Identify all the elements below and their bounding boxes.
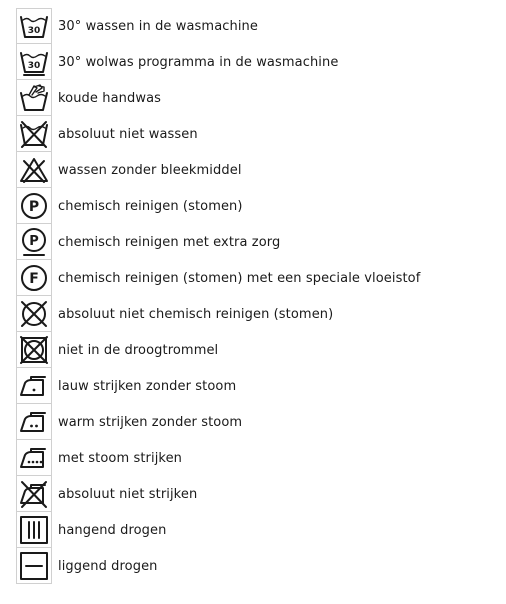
legend-row bbox=[16, 440, 420, 476]
dry-flat-icon bbox=[18, 550, 50, 582]
legend-label: warm strijken zonder stoom bbox=[58, 414, 243, 430]
no-bleach-icon bbox=[18, 154, 50, 186]
legend-label: met stoom strijken bbox=[58, 450, 183, 466]
icon-cell bbox=[16, 296, 52, 332]
iron-low-icon bbox=[18, 370, 50, 402]
svg-text:P: P bbox=[28, 198, 40, 215]
wash-30-icon bbox=[18, 10, 50, 42]
legend-label: hangend drogen bbox=[58, 522, 167, 538]
iron-medium-icon bbox=[18, 406, 50, 438]
legend-label: 30° wolwas programma in de wasmachine bbox=[58, 54, 339, 70]
legend-label: liggend drogen bbox=[58, 558, 158, 574]
icon-cell bbox=[16, 476, 52, 512]
dry-clean-f-icon bbox=[18, 262, 50, 294]
legend-row bbox=[16, 260, 420, 296]
line-dry-icon bbox=[18, 514, 50, 546]
legend-row bbox=[16, 296, 420, 332]
do-not-dry-clean-icon bbox=[18, 298, 50, 330]
icon-cell bbox=[16, 404, 52, 440]
legend-row bbox=[16, 404, 420, 440]
icon-cell bbox=[16, 80, 52, 116]
dry-clean-p-icon bbox=[18, 190, 50, 222]
icon-cell bbox=[16, 332, 52, 368]
legend-label: 30° wassen in de wasmachine bbox=[58, 18, 258, 34]
icon-cell bbox=[16, 512, 52, 548]
legend-label: absoluut niet strijken bbox=[58, 486, 198, 502]
do-not-tumble-dry-icon bbox=[18, 334, 50, 366]
legend-label: wassen zonder bleekmiddel bbox=[58, 162, 242, 178]
wool-wash-30-icon bbox=[18, 46, 50, 78]
legend-row bbox=[16, 368, 420, 404]
icon-cell bbox=[16, 368, 52, 404]
legend-label: chemisch reinigen (stomen) bbox=[58, 198, 243, 214]
legend-row bbox=[16, 548, 420, 584]
legend-row bbox=[16, 116, 420, 152]
legend-label: chemisch reinigen met extra zorg bbox=[58, 234, 281, 250]
svg-text:30: 30 bbox=[27, 26, 41, 36]
legend-label: chemisch reinigen (stomen) met een speciale vloeistof bbox=[58, 270, 421, 286]
svg-text:30: 30 bbox=[27, 60, 41, 71]
legend-label: niet in de droogtrommel bbox=[58, 342, 219, 358]
legend-row bbox=[16, 224, 420, 260]
legend-label: koude handwas bbox=[58, 90, 162, 106]
legend-row bbox=[16, 512, 420, 548]
svg-text:P: P bbox=[29, 233, 39, 249]
care-symbols-legend bbox=[16, 8, 420, 584]
legend-label: lauw strijken zonder stoom bbox=[58, 378, 237, 394]
icon-cell bbox=[16, 260, 52, 296]
dry-clean-p-gentle-icon bbox=[18, 226, 50, 258]
legend-row bbox=[16, 80, 420, 116]
icon-cell bbox=[16, 548, 52, 584]
legend-row bbox=[16, 332, 420, 368]
legend-label: absoluut niet wassen bbox=[58, 126, 198, 142]
icon-cell bbox=[16, 152, 52, 188]
icon-cell bbox=[16, 116, 52, 152]
legend-label: absoluut niet chemisch reinigen (stomen) bbox=[58, 306, 334, 322]
iron-steam-icon bbox=[18, 442, 50, 474]
icon-cell bbox=[16, 44, 52, 80]
icon-cell bbox=[16, 440, 52, 476]
legend-row bbox=[16, 188, 420, 224]
icon-cell bbox=[16, 8, 52, 44]
do-not-wash-icon bbox=[18, 118, 50, 150]
icon-cell bbox=[16, 224, 52, 260]
do-not-iron-icon bbox=[18, 478, 50, 510]
legend-row bbox=[16, 44, 420, 80]
legend-row bbox=[16, 476, 420, 512]
icon-cell bbox=[16, 188, 52, 224]
legend-row bbox=[16, 152, 420, 188]
svg-text:F: F bbox=[29, 270, 39, 287]
hand-wash-icon bbox=[18, 82, 50, 114]
legend-row bbox=[16, 8, 420, 44]
